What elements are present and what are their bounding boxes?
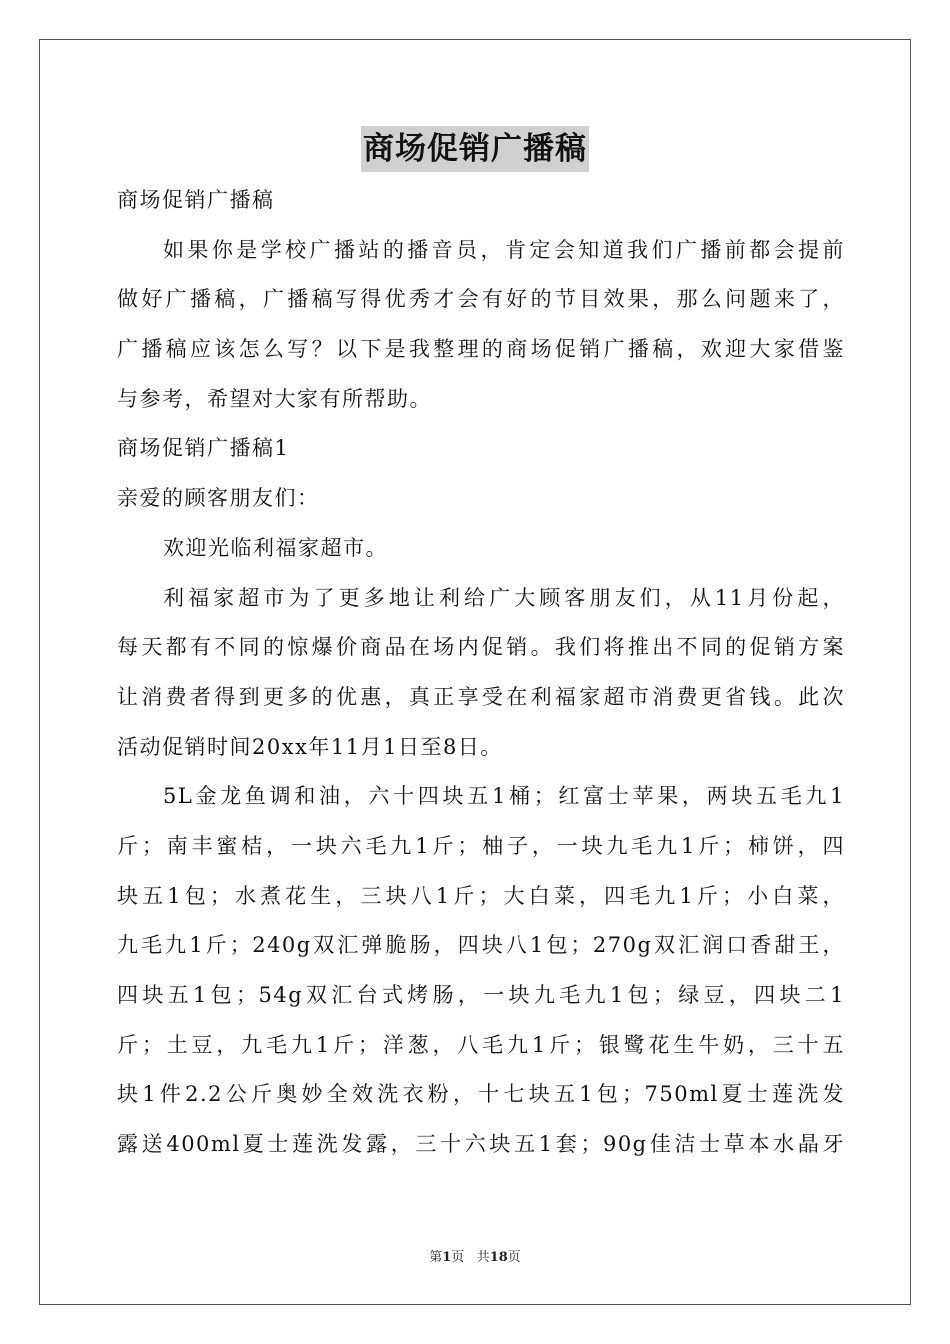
title-container (0, 126, 950, 172)
paragraph-line: 活动促销时间20xx年11月1日至8日。 (117, 734, 503, 759)
paragraph-line: 露送400ml夏士莲洗发露，三十六块五1套；90g佳洁士草本水晶牙 (117, 1132, 845, 1157)
paragraph-line: 四块五1包；54g双汇台式烤肠，一块九毛九1包；绿豆，四块二1 (117, 983, 845, 1007)
footer-page-suffix: 页 (451, 1250, 465, 1265)
page-footer (0, 1246, 950, 1265)
paragraph-line: 让消费者得到更多的优惠，真正享受在利福家超市消费更省钱。此次 (117, 684, 845, 709)
document-title: 商场促销广播稿 (361, 126, 589, 172)
paragraph-line: 欢迎光临利福家超市。 (163, 535, 388, 560)
section-heading: 商场促销广播稿 (117, 188, 275, 212)
paragraph-line: 如果你是学校广播站的播音员，肯定会知道我们广播前都会提前 (163, 237, 845, 262)
footer-total-prefix: 共 (476, 1250, 490, 1265)
paragraph-line: 块1件2.2公斤奥妙全效洗衣粉，十七块五1包；750ml夏士莲洗发 (117, 1082, 845, 1107)
paragraph-line: 利福家超市为了更多地让利给广大顾客朋友们，从11月份起， (163, 585, 845, 610)
paragraph-line: 块五1包；水煮花生，三块八1斤；大白菜，四毛九1斤；小白菜， (117, 883, 845, 908)
paragraph-line: 做好广播稿，广播稿写得优秀才会有好的节目效果，那么问题来了， (117, 287, 845, 312)
document-body (117, 176, 845, 1170)
paragraph-line: 每天都有不同的惊爆价商品在场内促销。我们将推出不同的促销方案 (117, 635, 845, 660)
paragraph-line: 广播稿应该怎么写？以下是我整理的商场促销广播稿，欢迎大家借鉴 (117, 337, 845, 362)
total-pages: 18 (489, 1250, 508, 1265)
page-number: 1 (442, 1250, 452, 1265)
paragraph-line: 九毛九1斤；240g双汇弹脆肠，四块八1包；270g双汇润口香甜王， (117, 933, 845, 958)
section-heading: 商场促销广播稿1 (117, 436, 290, 461)
paragraph-line: 斤；土豆，九毛九1斤；洋葱，八毛九1斤；银鹭花生牛奶，三十五 (117, 1032, 845, 1057)
footer-total-suffix: 页 (507, 1250, 521, 1265)
footer-prefix: 第 (429, 1250, 443, 1265)
paragraph-line: 与参考，希望对大家有所帮助。 (117, 386, 432, 411)
salutation: 亲爱的顾客朋友们： (117, 486, 320, 511)
paragraph-line: 5L金龙鱼调和油，六十四块五1桶；红富士苹果，两块五毛九1 (163, 784, 845, 809)
paragraph-line: 斤；南丰蜜桔，一块六毛九1斤；柚子，一块九毛九1斤；柿饼，四 (117, 833, 845, 858)
